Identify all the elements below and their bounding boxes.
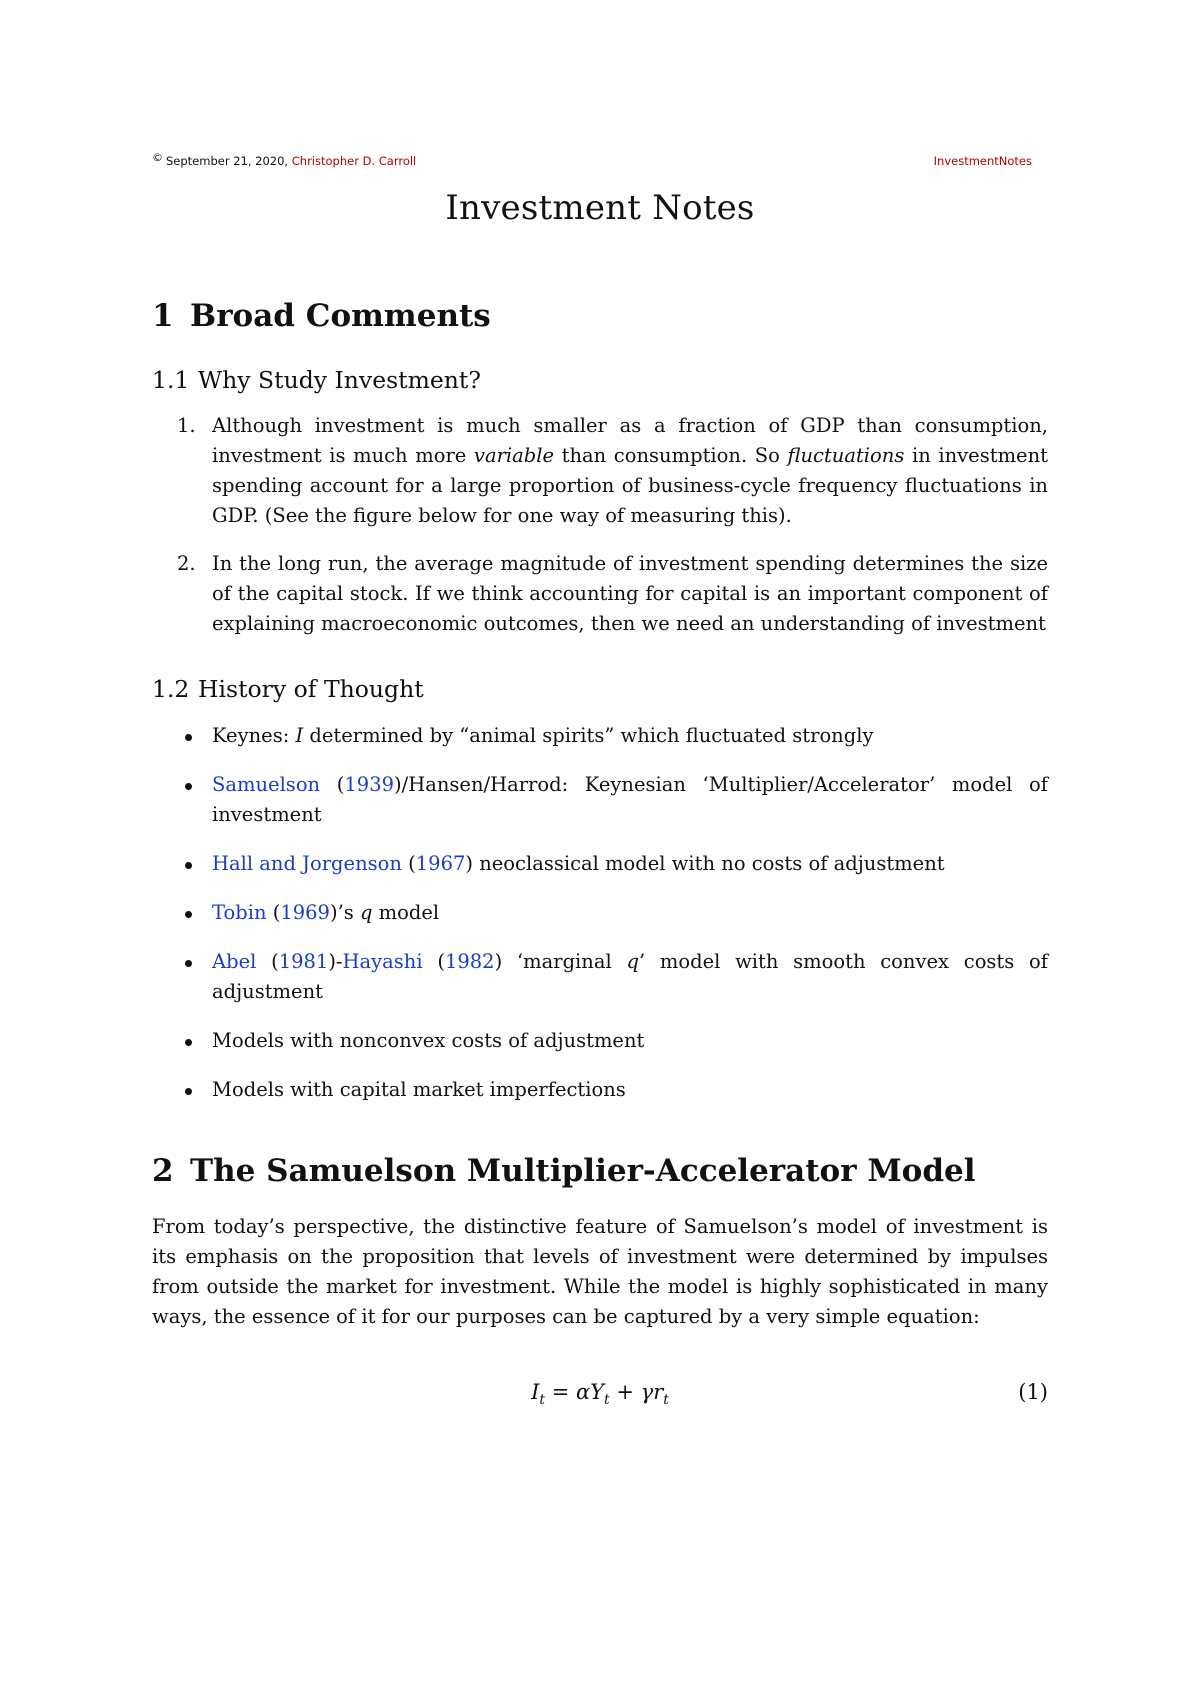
reasons-list xyxy=(152,411,1048,657)
item-text: ( xyxy=(401,852,416,875)
eq-symbol: r xyxy=(653,1380,664,1404)
history-list xyxy=(152,721,1048,1124)
subsection-title: Why Study Investment? xyxy=(198,366,481,394)
body-paragraph: From today’s perspective, the distinctive feature of Samuelson’s model of investment is its emphasis on the proposition that levels of investment were determined by impulses from outside the market for investment. While the model is highly sophisticated in many ways, the essence of it for our purposes can be captured by a very simple equation: xyxy=(152,1215,1048,1328)
list-item-keynes xyxy=(152,721,1048,751)
subsection-1-2-heading xyxy=(152,675,424,703)
bullet-icon xyxy=(185,734,192,741)
list-marker: 1. xyxy=(177,414,196,437)
list-item-samuelson xyxy=(152,770,1048,830)
document-title: Investment Notes xyxy=(445,188,755,228)
citation-link[interactable]: Hayashi xyxy=(342,950,423,973)
item-text: than consumption. So xyxy=(554,444,788,467)
bullet-icon xyxy=(185,862,192,869)
citation-year-link[interactable]: 1982 xyxy=(444,950,495,973)
citation-year-link[interactable]: 1981 xyxy=(278,950,329,973)
section-2-heading xyxy=(152,1153,976,1189)
subsection-number: 1.1 xyxy=(152,366,190,394)
item-text: ( xyxy=(266,901,281,924)
copyright-symbol: © xyxy=(152,151,163,164)
header-date: September 21, 2020, xyxy=(166,154,292,168)
item-text: ) neoclassical model with no costs of adjustment xyxy=(465,852,945,875)
item-text: )- xyxy=(328,950,343,973)
eq-operator: = xyxy=(545,1380,576,1404)
section-title: Broad Comments xyxy=(190,298,491,334)
item-text: Although investment is much smaller as a fraction of GDP than consumption, investment is much more xyxy=(212,414,1048,467)
item-text: ) ‘marginal xyxy=(494,950,627,973)
citation-link[interactable]: Tobin xyxy=(212,901,267,924)
section-1-heading xyxy=(152,298,491,334)
header-left xyxy=(152,151,417,168)
eq-subscript: t xyxy=(539,1392,546,1409)
list-item-capital xyxy=(152,1075,1048,1105)
item-text: Keynes: xyxy=(212,724,296,747)
math-var: q xyxy=(359,901,373,924)
math-var: I xyxy=(295,724,304,747)
item-text: in investment spending account for a large proportion of business-cycle frequency fluctuations in GDP. (See the figure below for one way of measuring this). xyxy=(212,444,1048,527)
emphasis-fluctuations: fluctuations xyxy=(787,444,905,467)
list-item-nonconvex xyxy=(152,1026,1048,1056)
item-text: ’ model with smooth convex costs of adjustment xyxy=(212,950,1048,1003)
eq-subscript: t xyxy=(663,1392,669,1409)
citation-link[interactable]: Hall and Jorgenson xyxy=(212,852,402,875)
item-text: )’s xyxy=(329,901,360,924)
item-text: ( xyxy=(256,950,279,973)
list-item xyxy=(152,549,1048,639)
list-item xyxy=(152,411,1048,531)
math-var: q xyxy=(626,950,639,973)
section-number: 2 xyxy=(152,1153,174,1189)
subsection-number: 1.2 xyxy=(152,675,190,703)
list-marker: 2. xyxy=(177,552,196,575)
bullet-icon xyxy=(185,1039,192,1046)
eq-symbol: I xyxy=(531,1380,540,1404)
citation-year-link[interactable]: 1967 xyxy=(415,852,466,875)
citation-year-link[interactable]: 1939 xyxy=(344,773,395,796)
eq-operator: + xyxy=(609,1380,641,1404)
item-text: Models with capital market imperfections xyxy=(212,1078,626,1101)
citation-link[interactable]: Samuelson xyxy=(212,773,321,796)
item-text: determined by “animal spirits” which fluctuated strongly xyxy=(303,724,874,747)
bullet-icon xyxy=(185,1088,192,1095)
section-title: The Samuelson Multiplier-Accelerator Model xyxy=(190,1153,976,1189)
subsection-1-1-heading xyxy=(152,366,481,394)
eq-subscript: t xyxy=(604,1392,610,1409)
eq-symbol: γ xyxy=(640,1380,654,1404)
item-text: ( xyxy=(320,773,345,796)
list-item-abel-hayashi xyxy=(152,947,1048,1007)
section-number: 1 xyxy=(152,298,174,334)
citation-link[interactable]: Abel xyxy=(212,950,257,973)
equation-1 xyxy=(152,1380,1048,1414)
emphasis-variable: variable xyxy=(473,444,555,467)
citation-year-link[interactable]: 1969 xyxy=(280,901,330,924)
subsection-title: History of Thought xyxy=(198,675,424,703)
bullet-icon xyxy=(185,960,192,967)
item-text: model xyxy=(372,901,440,924)
bullet-icon xyxy=(185,911,192,918)
item-text: Models with nonconvex costs of adjustment xyxy=(212,1029,645,1052)
running-header xyxy=(152,151,1032,168)
item-text: ( xyxy=(422,950,445,973)
item-text: In the long run, the average magnitude of investment spending determines the size of the capital stock. If we think accounting for capital is an important component of explaining macroeconomic outcomes, then we need an understanding of investment xyxy=(212,552,1048,635)
list-item-hall xyxy=(152,849,1048,879)
eq-symbol: Y xyxy=(590,1380,605,1404)
author-link[interactable]: Christopher D. Carroll xyxy=(291,154,417,168)
bullet-icon xyxy=(185,783,192,790)
item-text: )/Hansen/Harrod: Keynesian ‘Multiplier/Accelerator’ model of investment xyxy=(212,773,1049,826)
equation-expression xyxy=(152,1380,1048,1408)
doc-name-link[interactable]: InvestmentNotes xyxy=(933,154,1032,168)
eq-symbol: α xyxy=(575,1380,591,1404)
list-item-tobin xyxy=(152,898,1048,928)
equation-number: (1) xyxy=(1018,1380,1048,1404)
